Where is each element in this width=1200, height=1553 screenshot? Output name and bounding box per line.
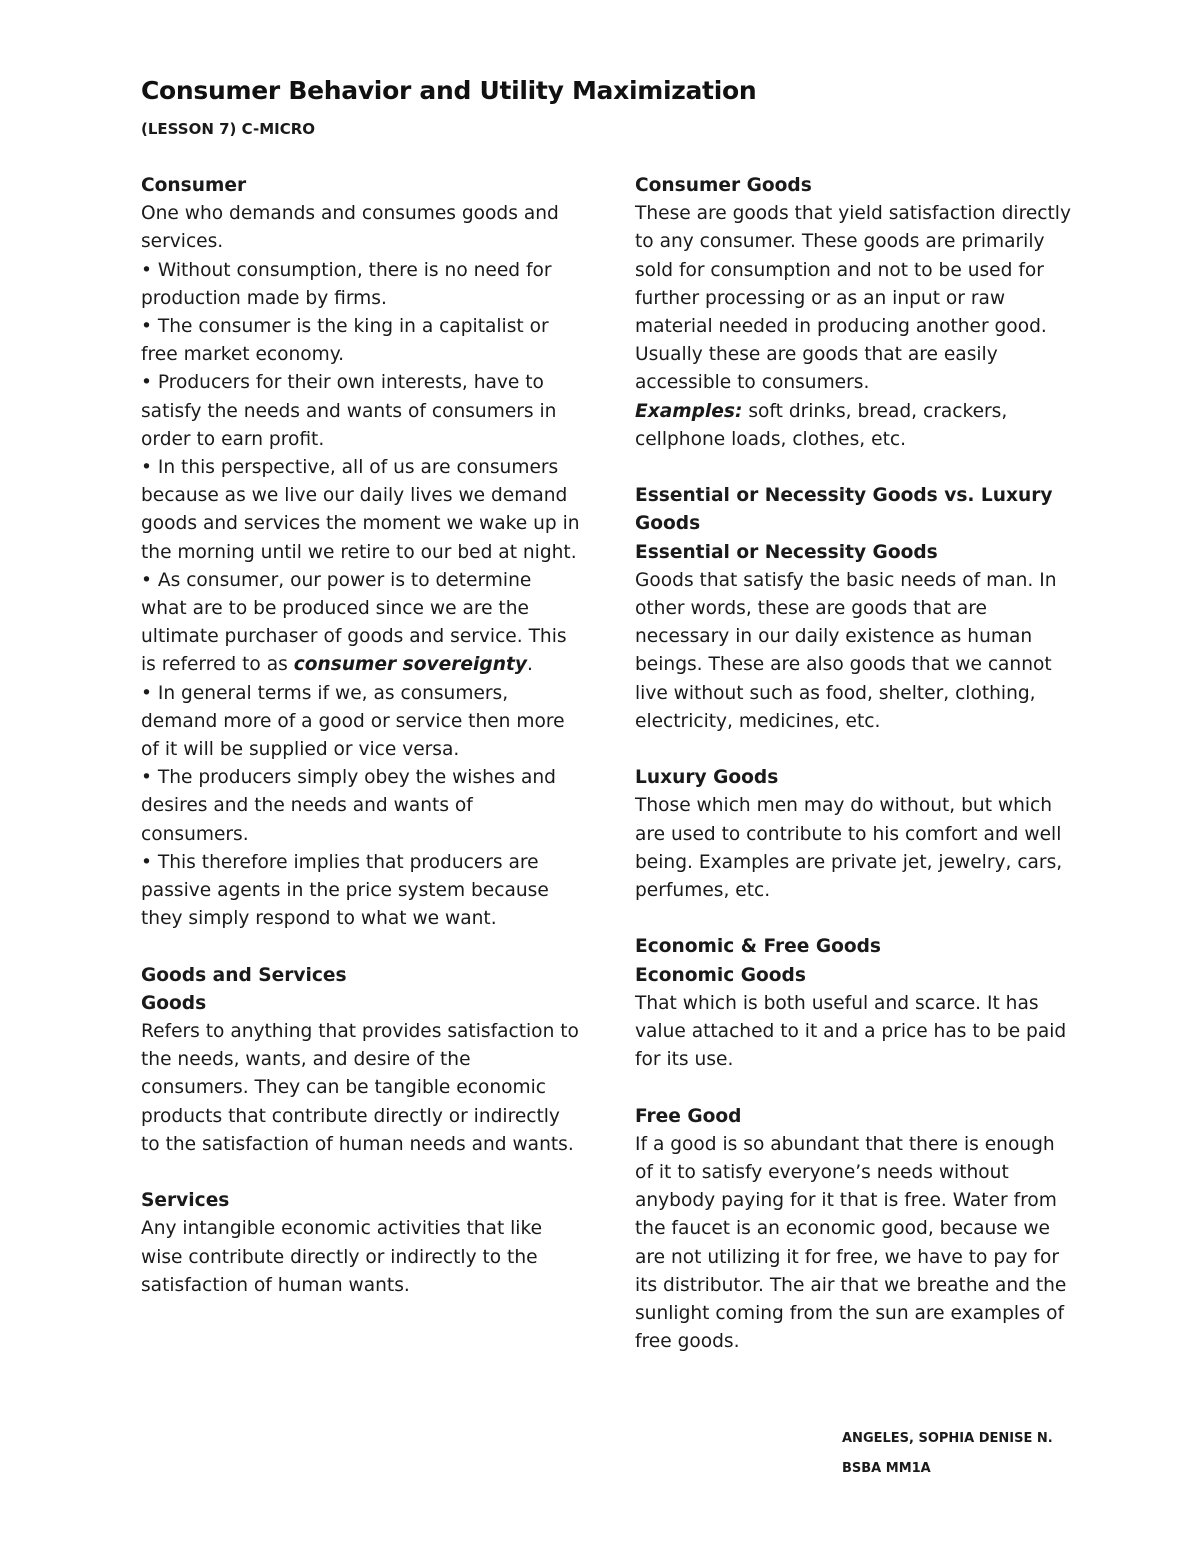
consumer-bullet: • The producers simply obey the wishes and desires and the needs and wants of consumers. <box>141 767 556 845</box>
sovereignty-term: consumer sovereignty <box>293 654 527 676</box>
consumer-bullet: • The consumer is the king in a capitalist or free market economy. <box>141 316 549 366</box>
consumer-sovereignty-bullet <box>141 567 581 680</box>
consumer-goods-heading: Consumer Goods <box>635 175 812 196</box>
services-text: Any intangible economic activities that like wise contribute directly or indirectly to the satisfaction of human wants. <box>141 1218 543 1296</box>
free-heading: Free Good <box>635 1105 742 1127</box>
consumer-goods-text: These are goods that yield satisfaction directly to any consumer. These goods are primarily sold for consumption and not to be used for further processing or as an input or raw material needed in producing another good. Usually these are goods that are easily accessible to consumers. <box>635 203 1071 394</box>
economic-text: That which is both useful and scarce. It has value attached to it and a price has to be paid for its use. <box>635 992 1067 1071</box>
goods-services-heading: Goods and Services <box>141 964 347 986</box>
sovereignty-end: . <box>526 654 533 676</box>
luxury-heading: Luxury Goods <box>635 767 779 789</box>
consumer-bullet: • Without consumption, there is no need for production made by firms. <box>141 259 552 309</box>
economic-free-heading: Economic & Free Goods <box>635 936 882 958</box>
goods-heading: Goods <box>141 992 207 1014</box>
free-text: If a good is so abundant that there is enough of it to satisfy everyone’s needs without anybody paying for it that is free. Water from the faucet is an economic good, because we are not utilizing it for free, we have to pay for its distributor. The air that we breathe and the sunlight coming from the sun are examples of free goods. <box>635 1133 1067 1353</box>
consumer-heading: Consumer <box>141 175 247 196</box>
luxury-text: Those which men may do without, but which are used to contribute to his comfort and well being. Examples are private jet, jewelry, cars, perfumes, etc. <box>635 795 1063 902</box>
examples-label: Examples: <box>635 400 743 422</box>
essential-luxury-heading: Essential or Necessity Goods vs. Luxury Goods <box>635 485 1053 535</box>
author-name: ANGELES, SOPHIA DENISE N. <box>842 1431 1053 1446</box>
consumer-definition: One who demands and consumes goods and services. <box>141 203 559 253</box>
consumer-bullet: • Producers for their own interests, have to satisfy the needs and wants of consumers in order to earn profit. <box>141 372 557 450</box>
page-title: Consumer Behavior and Utility Maximization <box>141 76 757 105</box>
consumer-bullet: • This therefore implies that producers are passive agents in the price system because they simply respond to what we want. <box>141 851 549 930</box>
goods-text: Refers to anything that provides satisfaction to the needs, wants, and desire of the consumers. They can be tangible economic products that contribute directly or indirectly to the satisfaction of human needs and wants. <box>141 1021 579 1155</box>
economic-heading: Economic Goods <box>635 964 806 986</box>
author-section: BSBA MM1A <box>842 1461 931 1476</box>
essential-heading: Essential or Necessity Goods <box>635 541 938 563</box>
services-heading: Services <box>141 1190 230 1212</box>
consumer-goods-examples <box>635 398 1075 454</box>
sovereignty-text: • As consumer, our power is to determine what are to be produced since we are the ultimate purchaser of goods and service. This is referred to as <box>141 569 567 676</box>
consumer-bullet: • In general terms if we, as consumers, demand more of a good or service then more of it will be supplied or vice versa. <box>141 682 565 761</box>
consumer-bullet: • In this perspective, all of us are consumers because as we live our daily lives we demand goods and services the moment we wake up in the morning until we retire to our bed at night. <box>141 457 580 563</box>
left-column <box>141 172 581 1300</box>
lesson-subtitle: (LESSON 7) C-MICRO <box>141 120 316 138</box>
examples-text: soft drinks, bread, crackers, cellphone loads, clothes, etc. <box>635 400 1008 450</box>
essential-text: Goods that satisfy the basic needs of man. In other words, these are goods that are necessary in our daily existence as human beings. These are also goods that we cannot live without such as food, shelter, clothing, electricity, medicines, etc. <box>635 569 1057 732</box>
right-column <box>635 172 1075 1356</box>
